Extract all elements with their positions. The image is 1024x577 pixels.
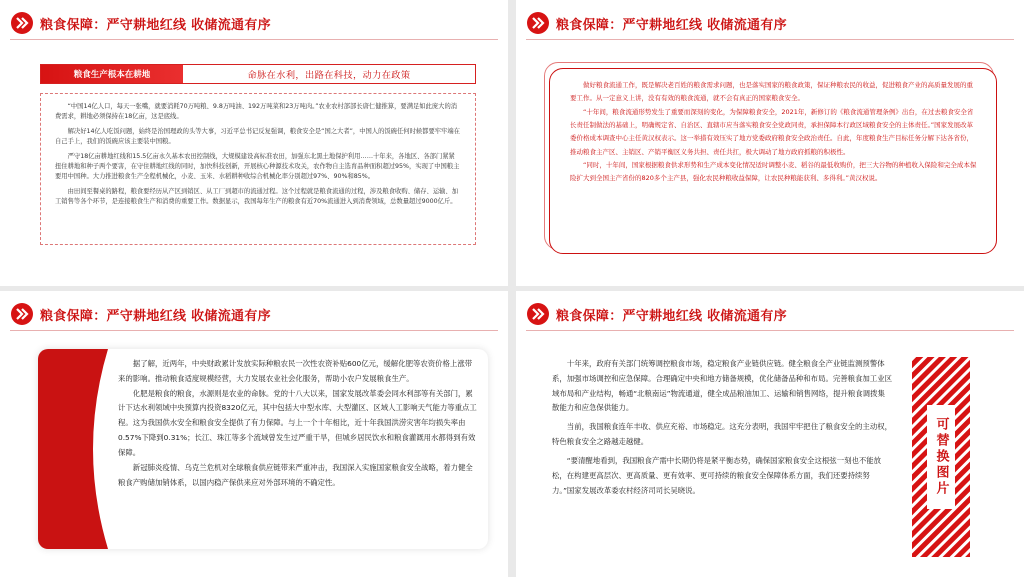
paragraph: “中国14亿人口，每天一张嘴，就要消耗70万吨粮、9.8万吨油、192万吨菜和23万吨肉。”农业农村部部长唐仁健推算，要满足如此庞大的消费需求，耕地必须保持在18亿亩，这是底线。: [55, 103, 458, 121]
paragraph: 由田间至餐桌的路程，粮食要经历从产区到销区、从工厂到超市的流通过程。这个过程就是粮食流通的过程，涉及粮食收购、储存、运输、加工销售等各个环节，是连接粮食生产和消费的重要工作。数据显示，我国每年生产的粮食有近70%流通进入到消费领域，总数量超过9000亿斤。: [55, 187, 458, 205]
slide-title: 粮食保障：严守耕地红线 收储流通有序: [556, 308, 787, 324]
paragraph: 当前，我国粮食连年丰收、供应充裕、市场稳定。这充分表明，我国牢牢把住了粮食安全的主动权，特色粮食安全之路越走越健。: [552, 422, 892, 447]
paragraph: 做好粮食流通工作，既是解决老百姓的粮食需求问题，也是落实国家的粮食政策，保证种粮农民的收益，促进粮食产业的高质量发展的重要工作。从一定意义上讲，没有有效的粮食流通，就不会有真正的国家粮食安全。: [570, 81, 973, 103]
slide-4[interactable]: [516, 291, 1024, 577]
red-chevron-logo-icon: [526, 11, 550, 35]
red-chevron-logo-icon: [10, 11, 34, 35]
slide-title: 粮食保障：严守耕地红线 收储流通有序: [40, 308, 271, 324]
header-divider: [10, 330, 498, 331]
paragraph: 化肥是粮食的粮食，水源则是农业的命脉。党的十八大以来，国家发展改革委会同水利部等有关部门，累计下达水利领域中央预算内投资8320亿元，其中包括大中型水库、大型灌区、区域人工影响天气能力等重点工程。这为我国供水安全和粮食安全提供了有力保障。与上一个十年相比，近十年我国洪涝灾害年均损失率由0.57%下降到0.31%；长江、珠江等多个流域曾发生过严重干旱，但城乡居民饮水和粮食灌溉用水都得到有效保障。: [118, 388, 477, 457]
image-placeholder-label: 可替换图片: [927, 405, 955, 509]
banner: [40, 64, 476, 84]
red-chevron-logo-icon: [526, 302, 550, 326]
slide-header: [10, 301, 271, 327]
text-block: [552, 357, 892, 502]
slide-title: 粮食保障：严守耕地红线 收储流通有序: [40, 17, 271, 33]
paragraph: 解决好14亿人吃饭问题，始终是治国理政的头等大事，习近平总书记反复强调，粮食安全是“国之大者”，中国人的饭碗任何时候都要牢牢端在自己手上，我们的饭碗应该主要装中国粮。: [55, 127, 460, 146]
slide-header: [526, 10, 787, 36]
slide-title: 粮食保障：严守耕地红线 收储流通有序: [556, 17, 787, 33]
banner-right-label: 命脉在水利，出路在科技，动力在政策: [247, 70, 411, 81]
content-card: [38, 349, 488, 549]
slide-header: [526, 301, 787, 327]
header-divider: [526, 39, 1014, 40]
paragraph: “要清醒地看到，我国粮食产需中长期仍将是紧平衡态势，确保国家粮食安全这根弦一刻也不能放松，在构建更高层次、更高质量、更有效率、更可持续的粮食安全保障体系方面，我们还要持续努力。”国家发展改革委农村经济司司长吴晓说。: [552, 455, 882, 495]
red-chevron-logo-icon: [10, 302, 34, 326]
slide-1[interactable]: [0, 0, 508, 286]
header-divider: [526, 330, 1014, 331]
image-placeholder[interactable]: [912, 357, 970, 557]
banner-left-label: 粮食生产根本在耕地: [41, 65, 183, 83]
slide-header: [10, 10, 271, 36]
paragraph: 十年来，政府有关部门统筹调控粮食市场，稳定粮食产业链供应链。健全粮食全产业链监测预警体系，加强市场调控和应急保障。合理确定中央和地方储备规模，优化储备品种和布局。完善粮食加工业区域布局和产业结构，畅通“北粮南运”物流通道，健全成品粮油加工、运输和销售网络，提升粮食调拨集散能力和应急保供能力。: [552, 359, 892, 413]
paragraph: 据了解，近两年，中央财政累计发放实际种粮农民一次性农资补贴600亿元，缓解化肥等农资价格上涨带来的影响。推动粮食适度规模经营，大力发展农业社会化服务，帮助小农户发展粮食生产。: [118, 359, 473, 383]
header-divider: [10, 39, 498, 40]
paragraph: 新冠肺炎疫情、乌克兰危机对全球粮食供应链带来严重冲击，我国深入实施国家粮食安全战略，着力健全粮食产购储加销体系，以国内稳产保供来应对外部环境的不确定性。: [118, 462, 473, 487]
paragraph: “十年间，粮食流通形势发生了重要而深刻的变化，为保障粮食安全，2021年，新修订的《粮食流通管理条例》出台，在过去粮食安全省长责任制做法的基础上，明确规定省、自治区、直辖市应当落实粮食安全党政同责，承担保障本行政区域粮食安全的主体责任。”国家发展改革委价格成本调查中心主任黄汉权表示。这一举措有效压实了地方党委政府粮食安全政治责任。自此，年度粮食生产目标任务分解下达各省份，推动粮食主产区、主销区、产销平衡区义务共担、责任共扛，极大调动了地方政府抓粮的积极性。: [570, 107, 974, 156]
text-box: [40, 93, 476, 245]
text-frame: [549, 68, 997, 254]
paragraph: “同时，十年间，国家根据粮食供求形势和生产成本变化情况适时调整小麦、稻谷的最低收购价，把三大谷物的种植收入保险和完全成本保险扩大到全国主产省份的820多个主产县，强化农民种粮收益保障，让农民种粮能获利、多得利。”黄汉权说。: [570, 160, 977, 183]
slide-3[interactable]: [0, 291, 508, 577]
slide-2[interactable]: [516, 0, 1024, 286]
paragraph: 严守18亿亩耕地红线和15.5亿亩永久基本农田控制线，大规模建设高标准农田，加强东北黑土地保护利用……十年来，各地区、各部门紧紧扭住耕地和种子两个要害，在守住耕地红线的同时，加快科技创新，开展核心种源技术攻关，农作物自主选育品种面积超过95%，实现了中国粮主要用中国种。大力推进粮食生产全程机械化，小麦、玉米、水稻耕种收综合机械化率分别超过97%、90%和85%。: [55, 152, 460, 181]
text-block: [118, 357, 478, 490]
